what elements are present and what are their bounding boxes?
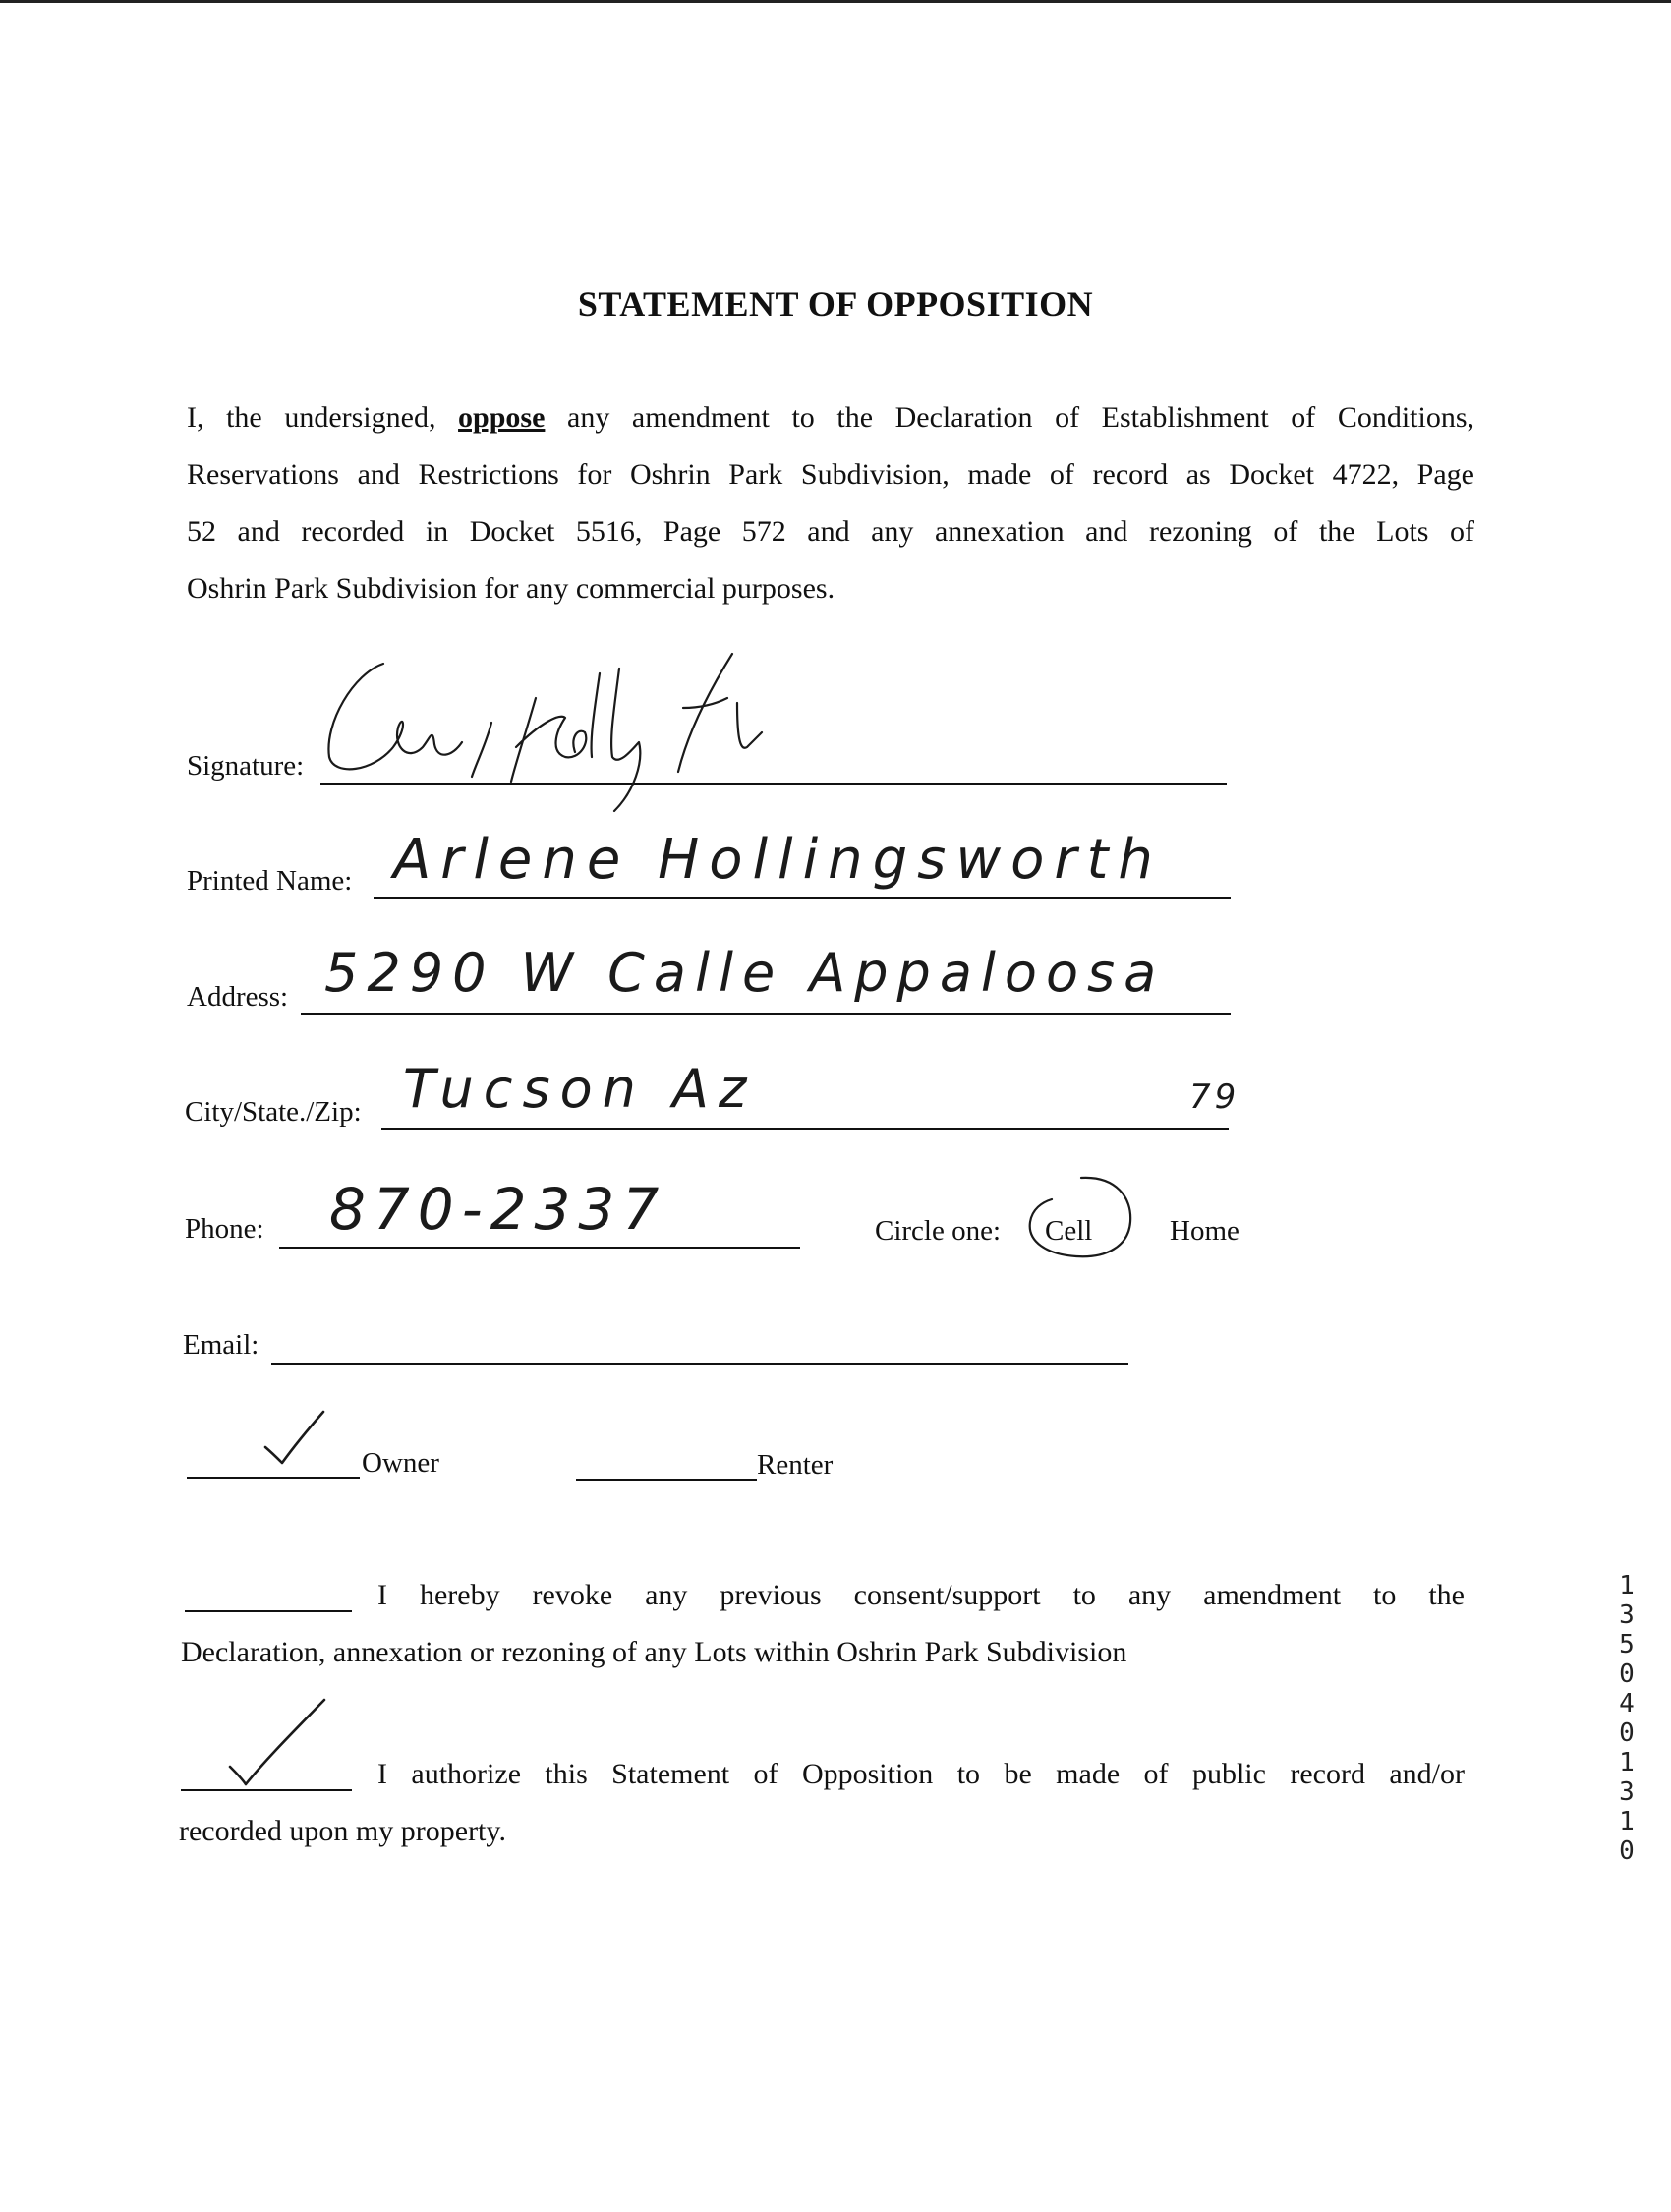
city-state-zip-line[interactable] xyxy=(381,1128,1229,1130)
owner-check-line[interactable] xyxy=(187,1477,360,1479)
owner-label: Owner xyxy=(362,1447,439,1479)
signature-label: Signature: xyxy=(187,750,305,782)
docket-stamp: 1 3 5 0 4 0 1 3 1 0 xyxy=(1619,1571,1635,1866)
address-label: Address: xyxy=(187,981,289,1013)
address-line[interactable] xyxy=(301,1013,1231,1015)
cell-option[interactable]: Cell xyxy=(1045,1215,1093,1247)
owner-check-mark xyxy=(260,1406,329,1475)
page-top-border xyxy=(0,0,1671,3)
phone-line[interactable] xyxy=(279,1247,800,1249)
revoke-check-line[interactable] xyxy=(185,1610,352,1612)
phone-label: Phone: xyxy=(185,1213,264,1245)
email-label: Email: xyxy=(183,1329,259,1361)
intro-line-2: Reservations and Restrictions for Oshrin Park Subdivision, made of record as Docket 4722, Page xyxy=(187,458,1474,491)
document-title: STATEMENT OF OPPOSITION xyxy=(577,284,1094,323)
oppose-keyword: oppose xyxy=(458,401,546,434)
authorize-line-1: I authorize this Statement of Opposition to be made of public record and/or xyxy=(377,1758,1465,1790)
revoke-paragraph-line-2: Declaration, annexation or rezoning of any Lots within Oshrin Park Subdivision xyxy=(181,1636,1127,1668)
intro-paragraph xyxy=(187,389,1474,617)
renter-label: Renter xyxy=(757,1449,834,1481)
renter-check-line[interactable] xyxy=(576,1479,757,1481)
circle-one-label: Circle one: xyxy=(875,1215,1002,1247)
home-option[interactable]: Home xyxy=(1170,1215,1239,1247)
email-line[interactable] xyxy=(271,1363,1128,1365)
intro-line-4: Oshrin Park Subdivision for any commercial purposes. xyxy=(187,572,836,605)
city-state-zip-label: City/State./Zip: xyxy=(185,1096,362,1128)
zip-value: 79 xyxy=(1189,1077,1240,1117)
authorize-paragraph-line-2: recorded upon my property. xyxy=(179,1815,506,1847)
printed-name-line[interactable] xyxy=(374,897,1231,899)
cell-selected-circle xyxy=(1022,1168,1140,1266)
authorize-paragraph xyxy=(377,1746,1465,1803)
address-value: 5290 W Calle Appaloosa xyxy=(324,942,1166,1004)
revoke-line-1: I hereby revoke any previous consent/support to any amendment to the xyxy=(377,1579,1465,1611)
intro-line-3: 52 and recorded in Docket 5516, Page 572 and any annexation and rezoning of the Lots of xyxy=(187,515,1474,548)
intro-line-1: I, the undersigned, oppose any amendment to the Declaration of Establishment of Conditions, xyxy=(187,401,1475,434)
printed-name-label: Printed Name: xyxy=(187,865,353,897)
revoke-paragraph xyxy=(377,1567,1465,1624)
authorize-check-mark xyxy=(226,1696,334,1794)
printed-name-value: Arlene Hollingsworth xyxy=(393,828,1163,892)
city-state-value: Tucson Az xyxy=(403,1058,757,1120)
phone-value: 870-2337 xyxy=(329,1176,667,1243)
handwritten-signature xyxy=(315,654,885,821)
